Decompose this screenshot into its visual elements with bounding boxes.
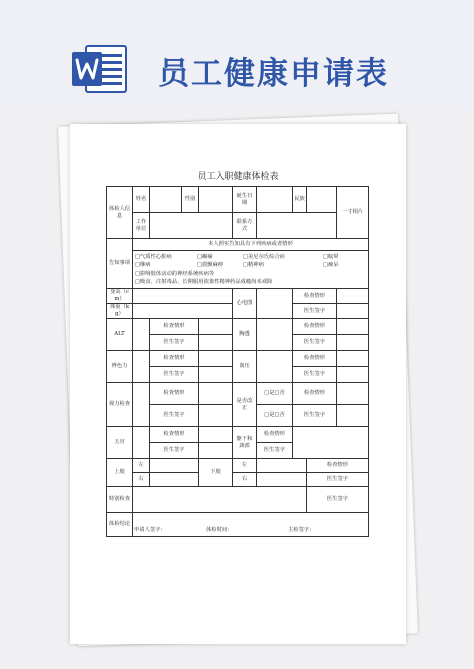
- alt-status: 检查情形: [150, 319, 199, 335]
- ecg-label: 心电图: [233, 289, 257, 319]
- chief-sign-label: 主检签字：: [288, 527, 315, 534]
- birth-label: 诞生日期: [233, 187, 257, 213]
- signature-row: [134, 527, 367, 534]
- facial-status: 检查情形: [150, 427, 199, 443]
- ecg-sign-field[interactable]: [337, 304, 369, 319]
- blood-pressure-label: 血压: [233, 351, 257, 383]
- bp-status-field[interactable]: [337, 351, 369, 367]
- facial-sign-field[interactable]: [199, 443, 233, 459]
- color-vision-field[interactable]: [133, 351, 150, 383]
- chest-sign-field[interactable]: [337, 335, 369, 351]
- height-field[interactable]: [133, 289, 233, 304]
- height-label: 身高（cm）: [107, 289, 133, 304]
- blood-pressure-field[interactable]: [257, 351, 293, 383]
- condition-list: [133, 251, 369, 289]
- ethnicity-label: 民族: [293, 187, 307, 213]
- condition-checkbox[interactable]: □继病: [135, 262, 151, 269]
- condition-checkbox[interactable]: □美尼尔氏综合症: [243, 254, 286, 261]
- alt-field[interactable]: [133, 319, 150, 351]
- trunk-doctor-sign: 医生签字: [257, 443, 293, 459]
- bp-status: 检查情形: [293, 351, 337, 367]
- upper-right-field[interactable]: [150, 473, 199, 487]
- corrected-yes-no[interactable]: □是□否: [257, 405, 293, 427]
- chest-status-field[interactable]: [337, 319, 369, 335]
- form-sheet: [70, 124, 406, 644]
- notice-statement: 本人照实告知具有下列疾病或者情形: [133, 239, 369, 251]
- bp-sign-field[interactable]: [337, 367, 369, 383]
- color-vision-status-field[interactable]: [199, 351, 233, 367]
- notice-label: 告知事项: [107, 239, 133, 289]
- weight-label: 体重（kg）: [107, 304, 133, 319]
- conclusion-field[interactable]: [133, 513, 369, 537]
- name-label: 姓名: [133, 187, 150, 213]
- upper-limb-label: 上肢: [107, 459, 133, 487]
- condition-checkbox[interactable]: □影响肢体活动的神经系统疾病等: [135, 270, 215, 277]
- person-info-label: 体检人信息: [107, 187, 133, 239]
- facial-field[interactable]: [133, 427, 150, 459]
- condition-checkbox[interactable]: □癫痫: [197, 254, 213, 261]
- contact-field[interactable]: [257, 213, 337, 239]
- chest-doctor-sign: 医生签字: [293, 335, 337, 351]
- header-banner: [0, 0, 474, 110]
- facial-doctor-sign: 医生签字: [150, 443, 199, 459]
- birth-field[interactable]: [257, 187, 293, 213]
- photo-box[interactable]: 一寸相片: [337, 187, 369, 239]
- condition-checkbox[interactable]: □震颤麻痹: [197, 262, 224, 269]
- lower-right-label: 右: [233, 473, 257, 487]
- trunk-neck-label: 躯干和颈部: [233, 427, 257, 459]
- lower-left-label: 左: [233, 459, 257, 473]
- exam-time-label: 体检时间：: [206, 527, 233, 534]
- color-vision-sign-field[interactable]: [199, 367, 233, 383]
- chest-field[interactable]: [257, 319, 293, 351]
- alt-doctor-sign: 医生签字: [150, 335, 199, 351]
- gender-field[interactable]: [199, 187, 233, 213]
- employer-label: 工作单位: [133, 213, 150, 239]
- facial-status-field[interactable]: [199, 427, 233, 443]
- chest-status: 检查情形: [293, 319, 337, 335]
- condition-checkbox[interactable]: □痴呆: [323, 262, 339, 269]
- lower-limb-label: 下肢: [199, 459, 233, 487]
- vision-field[interactable]: [133, 383, 150, 427]
- name-field[interactable]: [150, 187, 182, 213]
- alt-status-field[interactable]: [199, 319, 233, 335]
- corrected-status: 检查情形: [293, 383, 337, 405]
- condition-row: [135, 261, 367, 269]
- corrected-doctor-sign: 医生签字: [293, 405, 337, 427]
- lower-right-field[interactable]: [257, 473, 307, 487]
- banner-title: 员工健康申请表: [158, 56, 389, 92]
- gender-label: 性别: [182, 187, 199, 213]
- ecg-field[interactable]: [257, 289, 293, 319]
- vision-status-field[interactable]: [199, 383, 233, 405]
- corrected-sign-field[interactable]: [337, 405, 369, 427]
- alt-label: ALT: [107, 319, 133, 351]
- color-vision-status: 检查情形: [150, 351, 199, 367]
- form-title: 员工入职健康体检表: [197, 172, 279, 182]
- upper-left-field[interactable]: [150, 459, 199, 473]
- employer-field[interactable]: [150, 213, 233, 239]
- condition-checkbox[interactable]: □吸食、注射毒品、长期服用依靠性精神药品成瘾尚未戒除: [135, 278, 273, 285]
- vision-label: 视力检查: [107, 383, 133, 427]
- chest-label: 胸透: [233, 319, 257, 351]
- ecg-status-field[interactable]: [337, 289, 369, 304]
- vision-status: 检查情形: [150, 383, 199, 405]
- upper-left-label: 左: [133, 459, 150, 473]
- special-exam-field[interactable]: [133, 487, 307, 513]
- color-vision-doctor-sign: 医生签字: [150, 367, 199, 383]
- corrected-label: 是否改正: [233, 383, 257, 427]
- applicant-sign-label: 申请人签字：: [134, 527, 166, 534]
- word-doc-icon: [72, 44, 128, 94]
- condition-checkbox[interactable]: □气质性心脏病: [135, 254, 172, 261]
- trunk-field[interactable]: [293, 427, 369, 459]
- bp-doctor-sign: 医生签字: [293, 367, 337, 383]
- weight-field[interactable]: [133, 304, 233, 319]
- vision-sign-field[interactable]: [199, 405, 233, 427]
- alt-sign-field[interactable]: [199, 335, 233, 351]
- special-doctor-sign: 医生签字: [307, 487, 369, 513]
- corrected-yes-no[interactable]: □是□否: [257, 383, 293, 405]
- health-exam-form-table: [106, 186, 369, 537]
- special-exam-label: 特别检查: [107, 487, 133, 513]
- trunk-status: 检查情形: [257, 427, 293, 443]
- ecg-doctor-sign: 医生签字: [293, 304, 337, 319]
- condition-checkbox[interactable]: □眩晕: [323, 254, 339, 261]
- conclusion-label: 体检结论: [107, 513, 133, 537]
- corrected-status-field[interactable]: [337, 383, 369, 405]
- lower-left-field[interactable]: [257, 459, 307, 473]
- limb-doctor-sign: 医生签字: [307, 473, 369, 487]
- limb-status: 检查情形: [307, 459, 369, 473]
- condition-checkbox[interactable]: □精神病: [243, 262, 264, 269]
- color-vision-label: 辨色力: [107, 351, 133, 383]
- contact-label: 联系方式: [233, 213, 257, 239]
- vision-doctor-sign: 医生签字: [150, 405, 199, 427]
- ethnicity-field[interactable]: [307, 187, 337, 213]
- upper-right-label: 右: [133, 473, 150, 487]
- ecg-status: 检查情形: [293, 289, 337, 304]
- facial-label: 五官: [107, 427, 133, 459]
- condition-row: [135, 253, 367, 261]
